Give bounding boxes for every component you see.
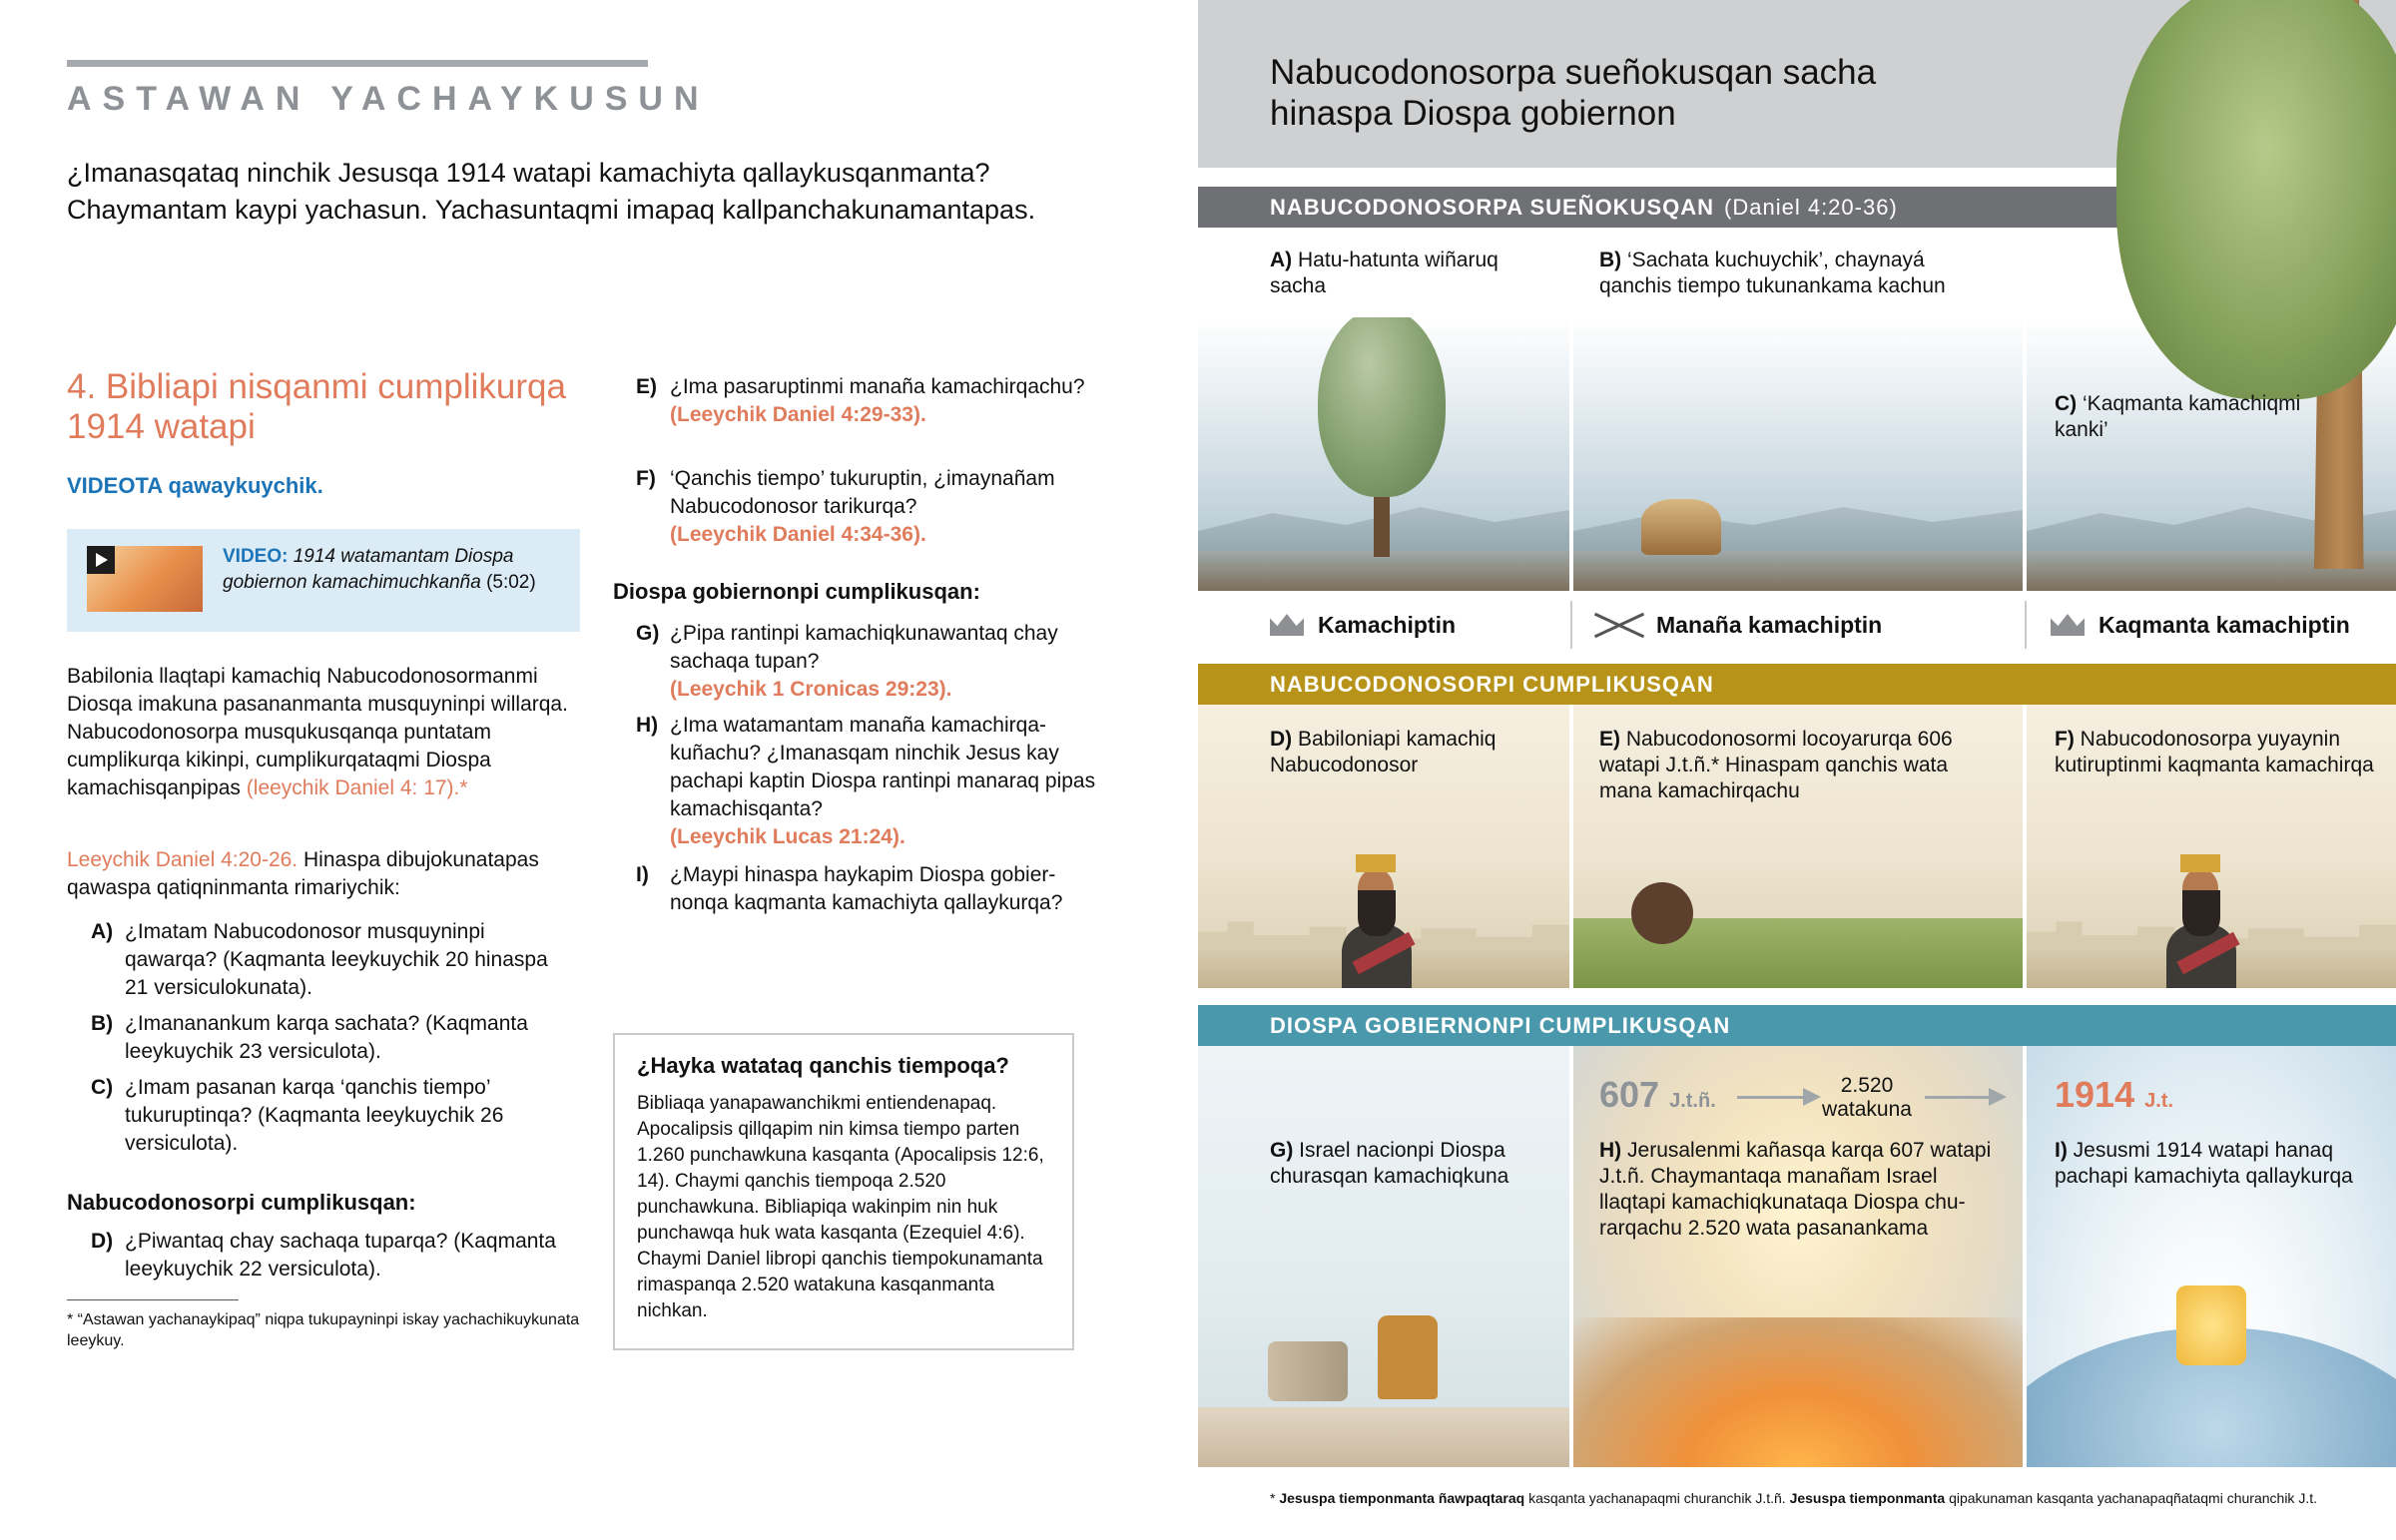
span-label: 2.520 watakuna xyxy=(1822,1074,1912,1121)
question-e xyxy=(636,373,1105,429)
play-icon[interactable] xyxy=(87,546,115,574)
footnote-rule xyxy=(67,1299,239,1300)
status-ruling-again xyxy=(2051,591,2350,659)
timeline-arrow-left xyxy=(1737,1096,1817,1099)
video-instruction: VIDEOTA qawaykuychik. xyxy=(67,473,323,498)
lesson-heading: 4. Bibliapi nisqanmi cumplikurqa 1914 watapi xyxy=(67,367,566,446)
caption-text: Hatu-hatunta wiñaruq sacha xyxy=(1270,249,1498,297)
note-bold: Jesuspa tiemponmanta ñawpaqtaraq xyxy=(1279,1490,1525,1506)
caption-text: Nabucodonosormi locoyarurqa 606 watapi J.t.ñ.* Hinaspam qanchis wata mana kamachirqachu xyxy=(1599,728,1953,802)
question-text: ¿Piwantaq chay sachaqa tuparqa? (Kaqmanta leeykuychik 22 versiculota). xyxy=(125,1230,556,1281)
status-ruling xyxy=(1270,591,1456,659)
band-label: NABUCODONOSORPI CUMPLIKUSQAN xyxy=(1270,672,1714,697)
crown-icon xyxy=(1270,614,1304,636)
timeline-arrow-right xyxy=(1925,1096,2003,1099)
caption-key: E) xyxy=(1599,728,1620,751)
heavenly-throne xyxy=(2176,1285,2246,1365)
band-gods-kingdom xyxy=(1198,1005,2396,1046)
question-text: ¿Ima watamantam manaña kamachirqakuñachu? ¿Imanasqam ninchik Jesus kay pachapi kaptin Diospa rantinpi manaraq pipas kamachisqanta? xyxy=(670,714,1096,820)
caption-e xyxy=(1599,727,1999,804)
caption-i xyxy=(2055,1138,2374,1190)
question-key: G) xyxy=(636,622,660,645)
note-text: qipakunaman kasqanta yachanapaqñataqmi churanchik J.t. xyxy=(1945,1490,2317,1506)
status-label: Kaqmanta kamachiptin xyxy=(2098,612,2350,638)
crown xyxy=(1356,854,1396,872)
status-row xyxy=(1198,591,2396,659)
year-era: J.t.ñ. xyxy=(1669,1090,1716,1112)
caption-key: A) xyxy=(1270,249,1293,271)
caption-f xyxy=(2055,727,2374,778)
caption-text: Israel nacionpi Diospa churasqan kamachiqkuna xyxy=(1270,1139,1509,1188)
tree-stump xyxy=(1641,499,1721,555)
top-rule xyxy=(67,60,648,67)
caption-text: Babiloniapi kamachiq Nabucodonosor xyxy=(1270,728,1497,776)
ground xyxy=(1198,551,1569,591)
crossed-crown-icon xyxy=(1594,612,1644,638)
panel-b-stump xyxy=(1573,317,2023,591)
caption-key: H) xyxy=(1599,1139,1622,1162)
caption-d xyxy=(1270,727,1539,778)
crown xyxy=(2180,854,2220,872)
caption-text: Jerusalenmi kañasqa karqa 607 watapi J.t.ñ. Chaymantaqa manañam Israel llaqtapi kamachiqkunataqa Diospa churarqachu 2.520 wata pasanankama xyxy=(1599,1139,1992,1240)
section-kicker: ASTAWAN YACHAYKUSUN xyxy=(67,80,710,118)
question-a xyxy=(91,918,570,1002)
status-label: Kamachiptin xyxy=(1318,612,1457,638)
line-of-kings xyxy=(1268,1341,1348,1401)
subheading-diospa: Diospa gobiernonpi cumplikusqan: xyxy=(613,579,980,604)
caption-h xyxy=(1599,1138,2009,1242)
question-i xyxy=(636,861,1105,917)
large-tree-canopy xyxy=(2116,0,2396,399)
subheading-nabucodonosor: Nabucodonosorpi cumplikusqan: xyxy=(67,1190,416,1215)
tree-canopy xyxy=(1318,317,1446,497)
box-title: ¿Hayka watataq qanchis tiempoqa? xyxy=(637,1053,1009,1078)
sidebar-box xyxy=(613,1033,1074,1350)
video-label: VIDEO: xyxy=(223,546,289,567)
video-link[interactable] xyxy=(67,529,580,632)
question-key: F) xyxy=(636,467,656,490)
question-text: ¿Ima pasaruptinmi manaña kamachirqachu? xyxy=(670,375,1085,398)
band-label: DIOSPA GOBIERNONPI CUMPLIKUSQAN xyxy=(1270,1013,1731,1038)
question-key: E) xyxy=(636,375,657,398)
panel-a-tree xyxy=(1198,317,1569,591)
note-bold: Jesuspa tiemponmanta xyxy=(1789,1490,1946,1506)
divider xyxy=(1570,601,1572,649)
video-title: 1914 watamantam Diospa gobiernon kamachimuchkanña xyxy=(223,546,514,593)
king-on-throne xyxy=(1378,1315,1438,1399)
ground xyxy=(1198,1407,1569,1467)
caption-key: F) xyxy=(2055,728,2075,751)
year-value: 607 xyxy=(1599,1074,1660,1115)
year-607 xyxy=(1599,1074,1716,1116)
reading-instruction xyxy=(67,846,586,902)
caption-text: Jesusmi 1914 watapi hanaq pachapi kamachiyta qallaykurqa xyxy=(2055,1139,2353,1188)
question-text: ¿Imananankum karqa sachata? (Kaqmanta leeykuychik 23 versiculota). xyxy=(125,1012,528,1063)
illustration-page xyxy=(1198,0,2396,1540)
scripture-ref[interactable]: (Leeychik Lucas 21:24). xyxy=(670,825,905,848)
question-text: ¿Pipa rantinpi kamachiqkunawantaq chay sachaqa tupan? xyxy=(670,622,1058,673)
paragraph-babilonia xyxy=(67,663,586,802)
crown-icon xyxy=(2051,614,2085,636)
box-text: Bibliaqa yanapawanchikmi entiendenapaq. Apocalipsis qillqapim nin kimsa tiempo parten 1.260 punchawkuna kasqanta (Apocalipsis 12:6, 14). Chaymi qanchis tiempoqa 2.520 punchawkuna. Bibliapiqa wakinpim nin huk punchawqa huk wata kasqanta (Ezequiel 4:6). Chaymi Daniel libropi qanchis tiempokunamanta rimaspanqa 2.520 watakuna kasqanmanta nichkan. xyxy=(637,1093,1044,1321)
caption-text: ‘Sachata kuchuychik’, chaynayá qanchis tiempo tukunankama kachun xyxy=(1599,249,1946,297)
question-text: ¿Imatam Nabucodonosor musquyninpi qawarqa? (Kaqmanta leeykuychik 20 hinaspa 21 versiculokunata). xyxy=(125,920,548,999)
video-duration: (5:02) xyxy=(486,572,536,593)
scripture-ref[interactable]: (leeychik Daniel 4: 17).* xyxy=(246,776,468,799)
scripture-ref[interactable]: Leeychik Daniel 4:20-26. xyxy=(67,848,299,871)
question-h xyxy=(636,712,1105,851)
bottom-footnote: * Jesuspa tiemponmanta ñawpaqtaraq kasqanta yachanapaqmi churanchik J.t.ñ. Jesuspa tiemponmanta qipakunaman kasqanta yachanapaqñataqmi churanchik J.t. xyxy=(1270,1490,2317,1506)
caption-key: D) xyxy=(1270,728,1293,751)
year-value: 1914 xyxy=(2055,1074,2135,1115)
note-text: kasqanta yachanapaqmi churanchik J.t.ñ. xyxy=(1524,1490,1790,1506)
question-c xyxy=(91,1074,570,1158)
caption-key: G) xyxy=(1270,1139,1294,1162)
ground xyxy=(1573,551,2023,591)
illustration-title: Nabucodonosorpa sueñokusqan sacha hinaspa Diospa gobiernon xyxy=(1270,53,1877,133)
divider xyxy=(2025,601,2027,649)
question-key: D) xyxy=(91,1230,114,1253)
video-caption[interactable] xyxy=(223,544,572,596)
caption-text: ‘Kaqmanta kamachiqmi kanki’ xyxy=(2055,392,2301,441)
question-key: C) xyxy=(91,1076,114,1099)
question-f xyxy=(636,465,1105,549)
year-1914 xyxy=(2055,1074,2173,1116)
question-key: A) xyxy=(91,920,114,943)
scripture-ref[interactable]: (Leeychik 1 Cronicas 29:23). xyxy=(670,678,952,701)
question-key: I) xyxy=(636,863,649,886)
caption-key: C) xyxy=(2055,392,2078,415)
caption-g xyxy=(1270,1138,1559,1190)
caption-c xyxy=(2055,391,2354,443)
band-label: NABUCODONOSORPA SUEÑOKUSQAN xyxy=(1270,195,1715,220)
scripture-ref[interactable]: (Leeychik Daniel 4:29-33). xyxy=(670,403,926,426)
band-ref: (Daniel 4:20-36) xyxy=(1724,195,1898,220)
burning-city xyxy=(1573,1317,2023,1467)
mad-king-figure xyxy=(1631,882,1693,944)
panel-g xyxy=(1198,1046,1569,1467)
question-text: ¿Maypi hinaspa haykapim Diospa gobiernonqa kaqmanta kamachiyta qallaykurqa? xyxy=(670,863,1063,914)
reading-text: Hinaspa dibujokunatapas qawaspa qatiqninmanta rimariychik: xyxy=(67,848,539,899)
caption-b xyxy=(1599,248,1999,299)
band-nebuchadnezzar xyxy=(1198,664,2396,705)
question-b xyxy=(91,1010,570,1066)
caption-text: Nabucodonosorpa yuyaynin kutiruptinmi kaqmanta kamachirqa xyxy=(2055,728,2374,776)
question-g xyxy=(636,620,1105,704)
status-not-ruling xyxy=(1594,591,1882,659)
caption-key: B) xyxy=(1599,249,1622,271)
year-era: J.t. xyxy=(2144,1090,2174,1112)
paragraph-text: Babilonia llaqtapi kamachiq Nabucodonosormanmi Diosqa imakuna pasananmanta musquyninpi willarqa. Nabucodonosorpa musqukusqanqa puntatam cumplikurqa kikinpi, cumplikurqataqmi Diospa kamachisqanpipas xyxy=(67,665,568,799)
question-text: ‘Qanchis tiempo’ tukuruptin, ¿imaynañam Nabucodonosor tarikurqa? xyxy=(670,467,1055,518)
question-text: ¿Imam pasanan karqa ‘qanchis tiempo’ tukuruptinqa? (Kaqmanta leeykuychik 26 versiculota). xyxy=(125,1076,504,1155)
video-thumbnail[interactable] xyxy=(87,546,203,612)
question-d xyxy=(91,1228,570,1283)
footnote: * “Astawan yachanaykipaq” niqpa tukupayninpi iskay yachachikuykunata leeykuy. xyxy=(67,1311,580,1349)
caption-key: I) xyxy=(2055,1139,2068,1162)
status-label: Manaña kamachiptin xyxy=(1656,612,1883,638)
caption-a xyxy=(1270,248,1529,299)
question-key: B) xyxy=(91,1012,114,1035)
question-key: H) xyxy=(636,714,659,737)
scripture-ref[interactable]: (Leeychik Daniel 4:34-36). xyxy=(670,523,926,546)
beard xyxy=(2182,890,2220,936)
beard xyxy=(1358,890,1396,936)
intro-text: ¿Imanasqataq ninchik Jesusqa 1914 watapi kamachiyta qallaykusqanmanta? Chaymantam kaypi yachasun. Yachasuntaqmi imapaq kallpanchakunamantapas. xyxy=(67,158,1036,225)
